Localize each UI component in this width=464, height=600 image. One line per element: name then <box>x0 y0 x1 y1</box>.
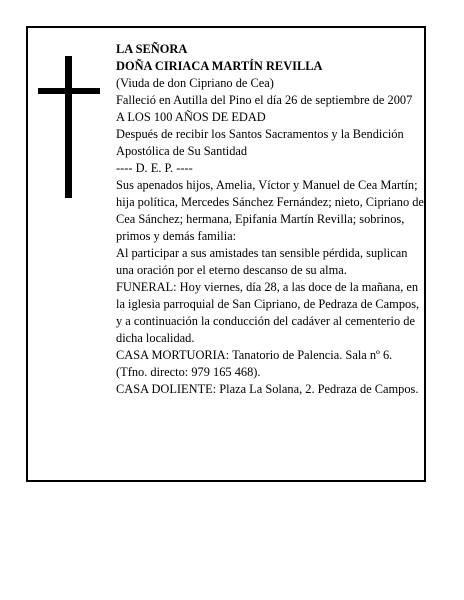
death-statement: Falleció en Autilla del Pino el día 26 de septiembre de 2007 <box>116 93 413 107</box>
title-line: LA SEÑORA <box>116 42 188 56</box>
obituary-text <box>116 41 424 398</box>
cross-vertical-bar <box>65 56 72 198</box>
widow-of: (Viuda de don Cipriano de Cea) <box>116 76 274 90</box>
rip-line: ---- D. E. P. ---- <box>116 161 193 175</box>
sacraments-statement: Después de recibir los Santos Sacramentos y la Bendición Apostólica de Su Santidad <box>116 127 404 158</box>
age-statement: A LOS 100 AÑOS DE EDAD <box>116 110 266 124</box>
mortuary-info: CASA MORTUORIA: Tanatorio de Palencia. Sala nº 6. (Tfno. directo: 979 165 468). <box>116 348 393 379</box>
mourning-house-info: CASA DOLIENTE: Plaza La Solana, 2. Pedraza de Campos. <box>116 382 419 396</box>
prayer-request: Al participar a sus amistades tan sensible pérdida, suplican una oración por el eterno descanso de su alma. <box>116 246 408 277</box>
cross-horizontal-bar <box>38 88 100 94</box>
deceased-name: DOÑA CIRIACA MARTÍN REVILLA <box>116 59 323 73</box>
family-list: Sus apenados hijos, Amelia, Víctor y Manuel de Cea Martín; hija política, Mercedes Sánchez Fernández; nieto, Cipriano de Cea Sánchez; hermana, Epifania Martín Revilla; sobrinos, primos y demás familia: <box>116 178 424 243</box>
funeral-info: FUNERAL: Hoy viernes, día 28, a las doce de la mañana, en la iglesia parroquial de San Cipriano, de Pedraza de Campos, y a continuación la conducción del cadáver al cementerio de dicha localidad. <box>116 280 420 345</box>
latin-cross-icon <box>38 56 100 198</box>
obituary-frame <box>26 26 426 482</box>
